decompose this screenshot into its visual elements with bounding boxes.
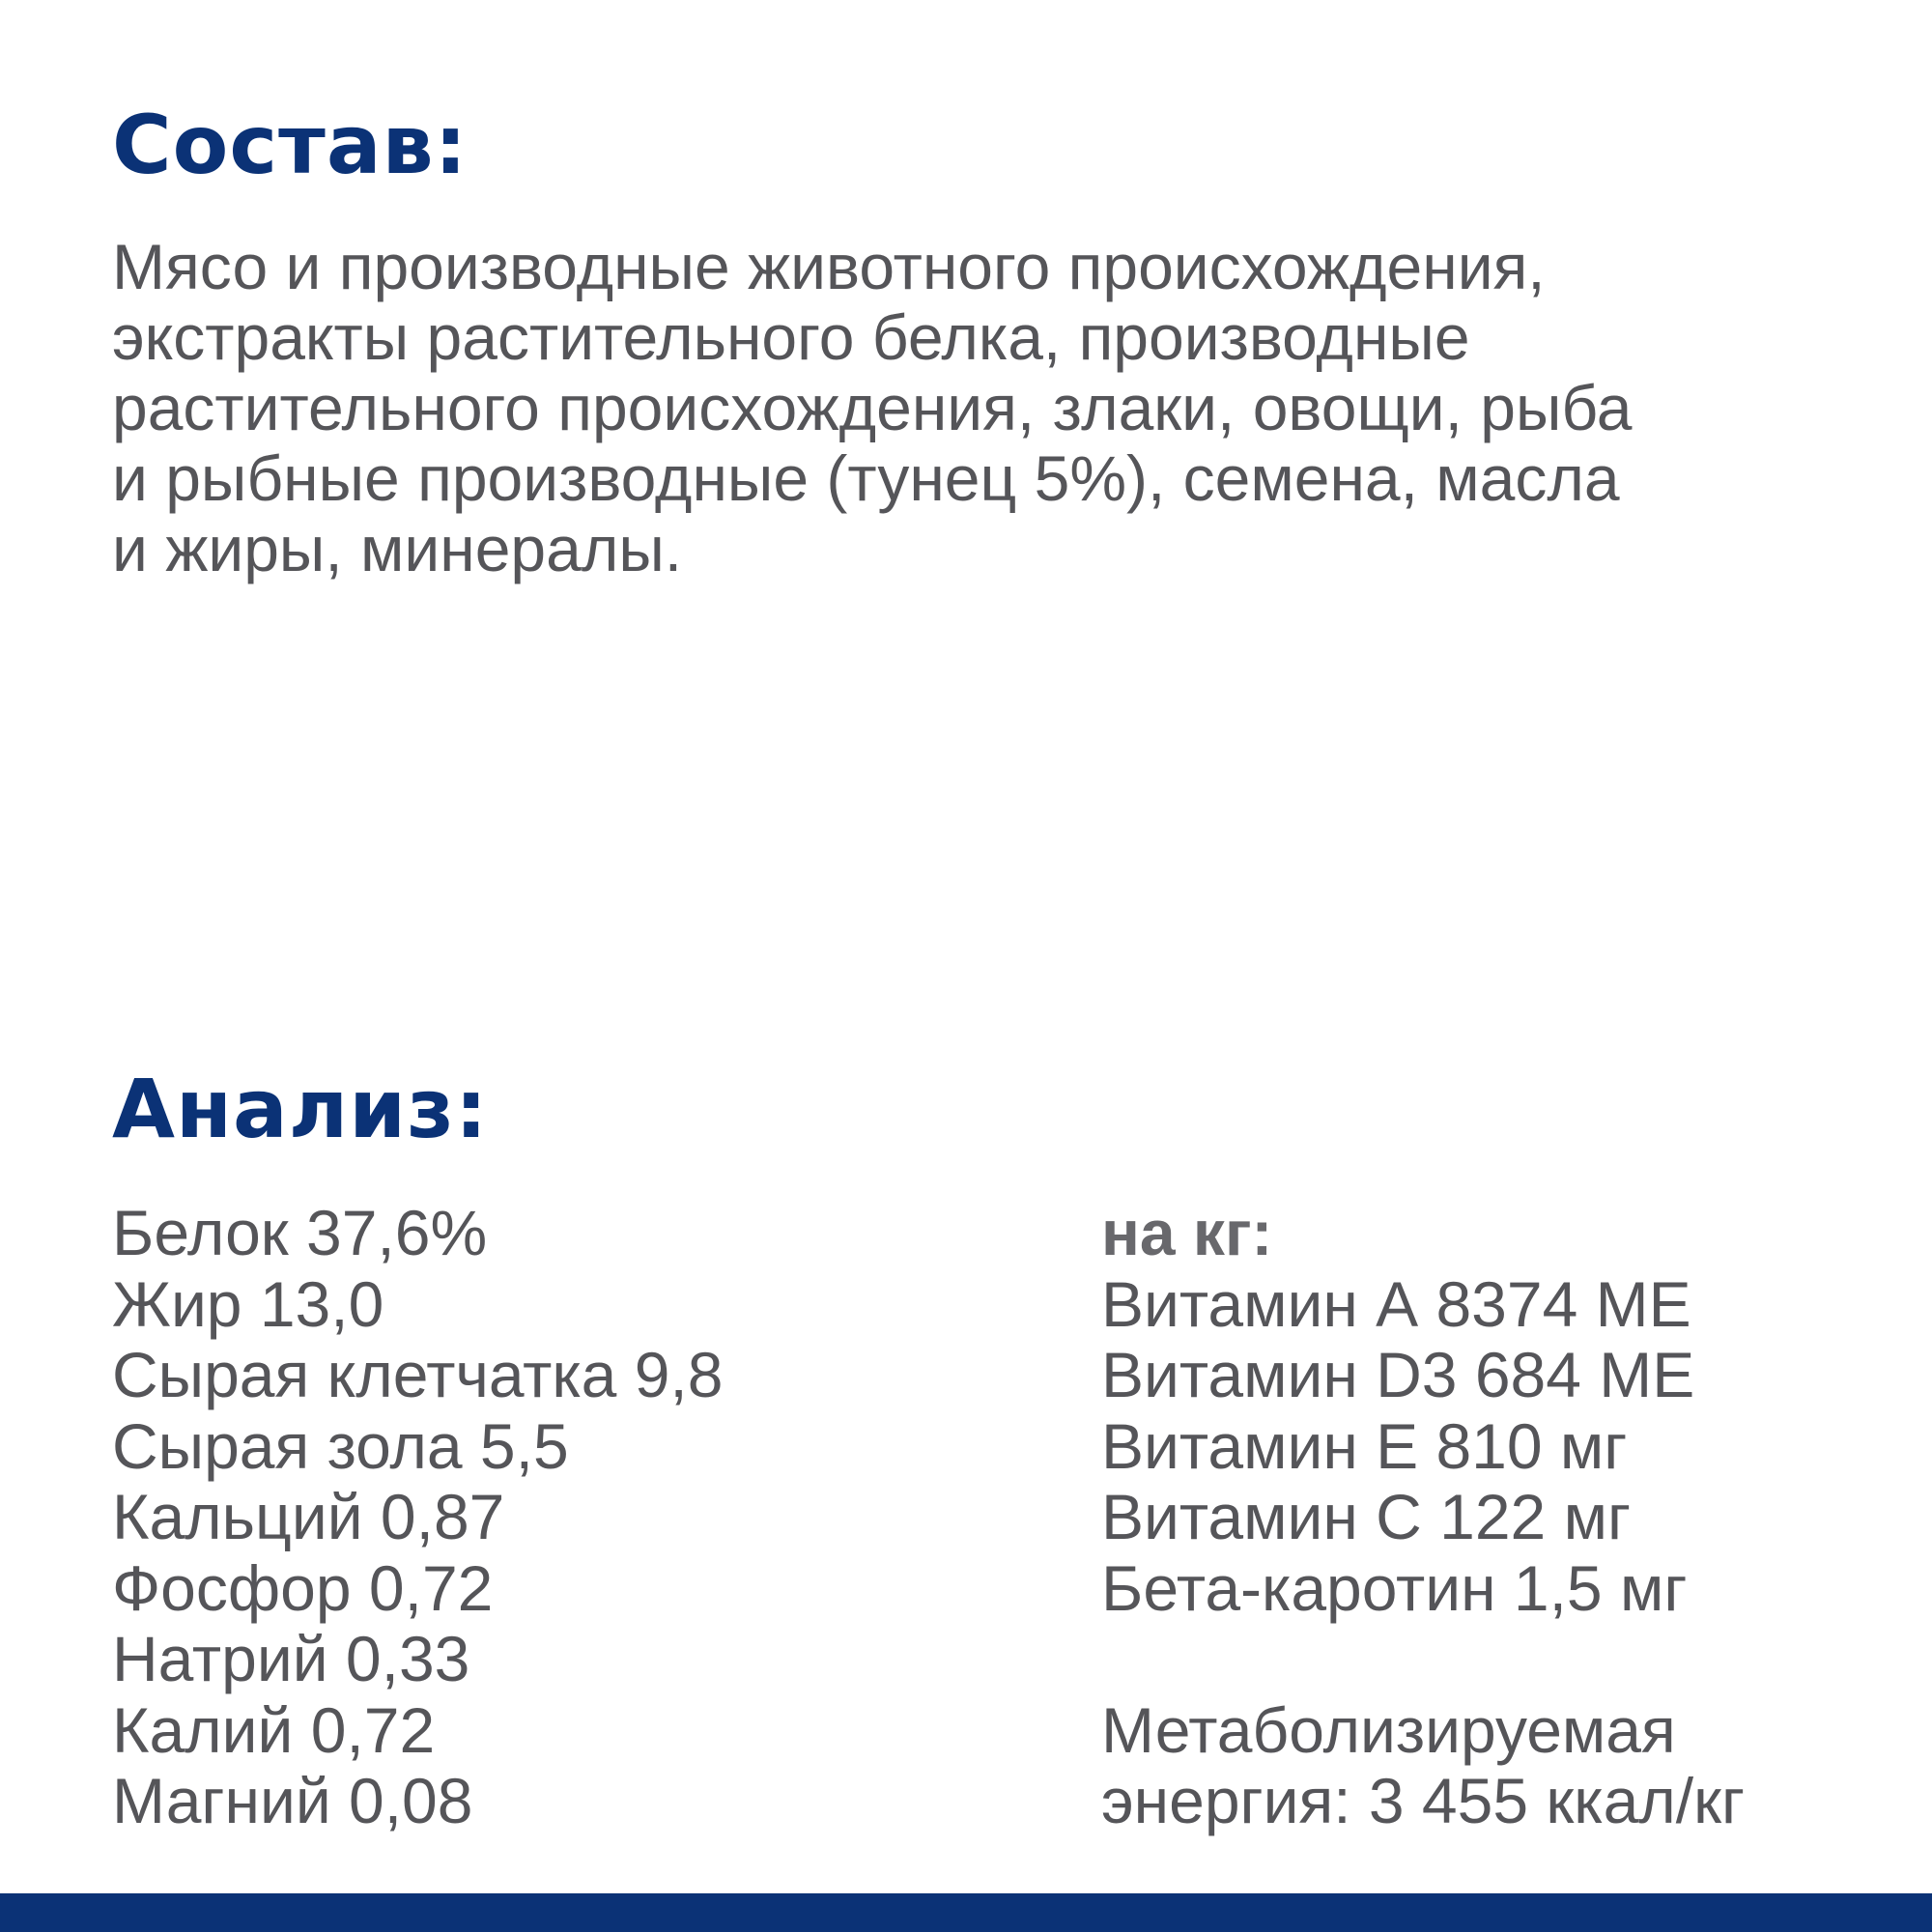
bottom-bar	[0, 1893, 1932, 1932]
composition-line: и жиры, минералы.	[112, 513, 683, 584]
composition-line: растительного происхождения, злаки, овощи, рыба	[112, 372, 1633, 443]
nutrient-item: Сырая клетчатка 9,8	[112, 1339, 724, 1410]
nutrient-item: Калий 0,72	[112, 1693, 436, 1766]
nutrient-item: Сырая зола 5,5	[112, 1409, 569, 1482]
nutrient-list	[112, 1198, 723, 1837]
energy-line: энергия: 3 455 ккал/кг	[1101, 1765, 1746, 1836]
vitamin-item: Витамин Е 810 мг	[1101, 1409, 1628, 1482]
vitamin-item: Бета-каротин 1,5 мг	[1101, 1551, 1688, 1624]
composition-line: Мясо и производные животного происхождения,	[112, 231, 1546, 302]
composition-text	[112, 232, 1889, 584]
nutrient-item: Натрий 0,33	[112, 1623, 470, 1694]
vitamin-list	[1101, 1198, 1745, 1837]
nutrient-item: Магний 0,08	[112, 1765, 473, 1836]
vitamin-item: Витамин С 122 мг	[1101, 1481, 1632, 1552]
spacer	[1101, 1624, 1745, 1695]
composition-line: и рыбные производные (тунец 5%), семена, масла	[112, 442, 1620, 514]
per-kg-label: на кг:	[1101, 1197, 1273, 1268]
nutrient-item: Кальций 0,87	[112, 1481, 505, 1552]
nutrient-item: Белок 37,6%	[112, 1197, 488, 1268]
vitamin-item: Витамин А 8374 МЕ	[1101, 1267, 1691, 1340]
nutrient-item: Фосфор 0,72	[112, 1551, 494, 1624]
nutrient-item: Жир 13,0	[112, 1267, 384, 1340]
composition-line: экстракты растительного белка, производные	[112, 301, 1470, 373]
vitamin-item: Витамин D3 684 МЕ	[1101, 1339, 1695, 1410]
energy-line: Метаболизируемая	[1101, 1693, 1676, 1766]
composition-heading: Состав:	[112, 98, 469, 192]
analysis-heading: Анализ:	[112, 1062, 489, 1156]
